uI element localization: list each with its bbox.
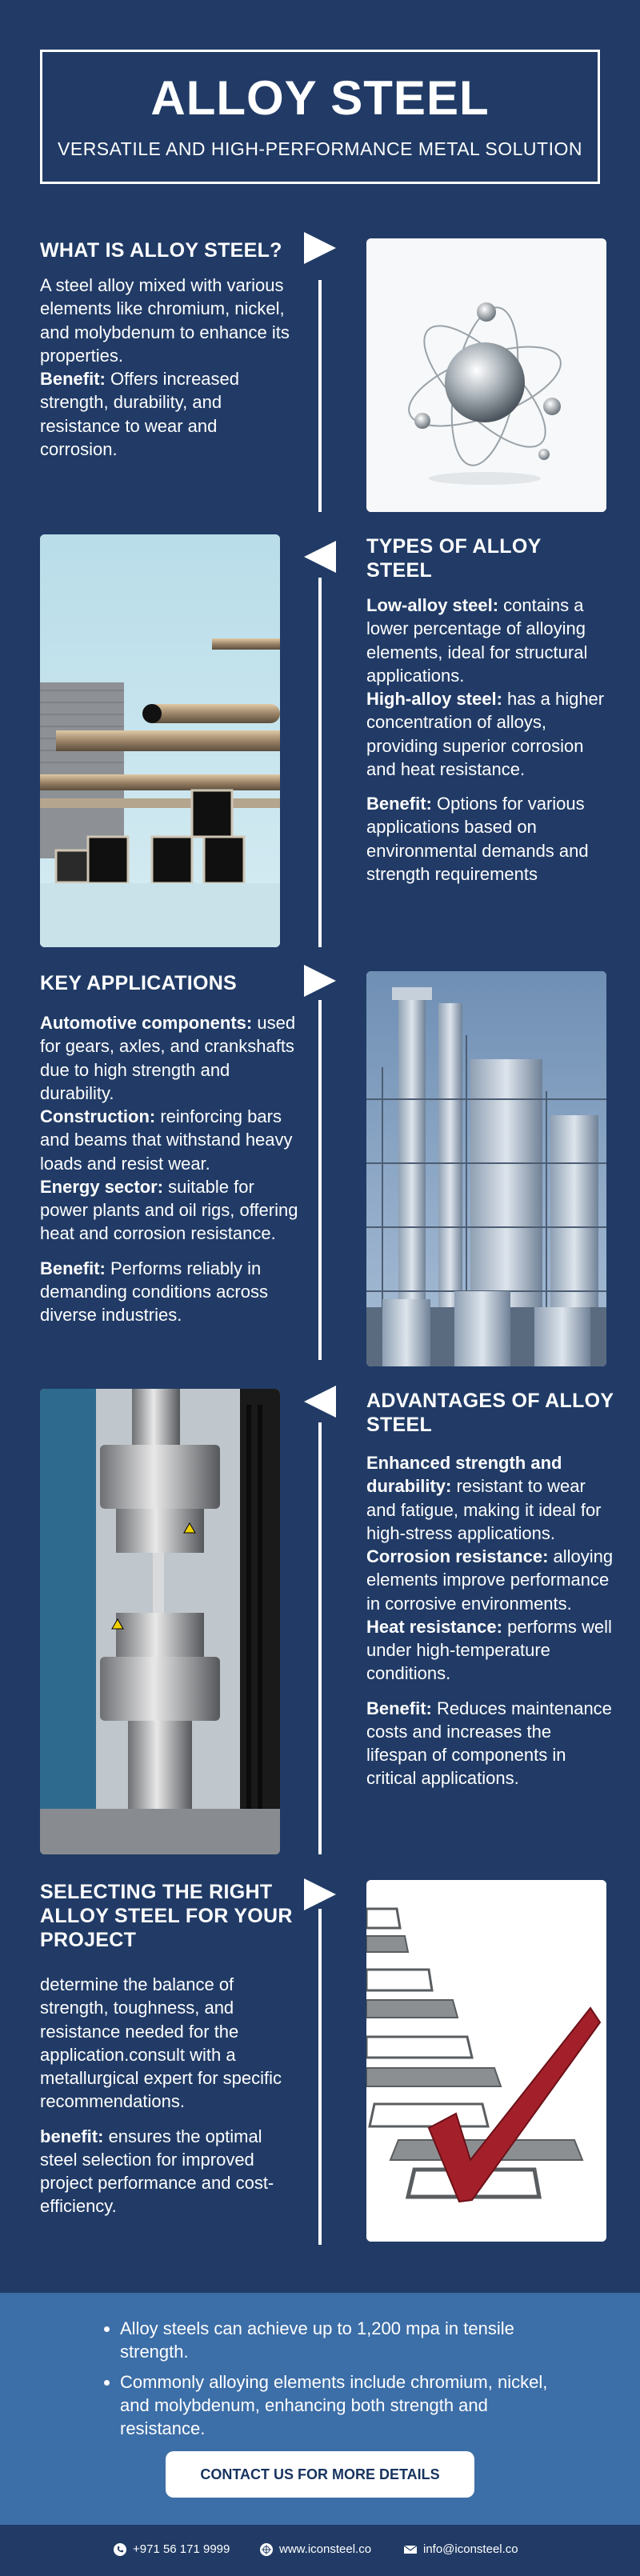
section-heading: SELECTING THE RIGHT ALLOY STEEL FOR YOUR PROJECT [40,1881,293,1951]
fact-item: • Commonly alloying elements include chromium, nickel, and molybdenum, enhancing both strength and resistance. [120,2370,568,2441]
section-paragraph: Automotive components: used for gears, axles, and crankshafts due to high strength and durability. [40,1013,296,1103]
timeline-line-4 [318,1422,322,1854]
timeline-arrow-3 [304,965,336,997]
page-title: ALLOY STEEL [150,71,490,125]
section-paragraph: Heat resistance: performs well under high-temperature conditions. [366,1616,612,1684]
atom-image [366,238,606,512]
section-applications [40,971,304,1326]
section-paragraph: Energy sector: suitable for power plants and oil rigs, offering heat and corrosion resistance. [40,1176,298,1244]
section-heading: ADVANTAGES OF ALLOY STEEL [366,1390,614,1436]
tensile-test-image [40,1389,280,1854]
timeline-arrow-5 [304,1878,336,1910]
fact-item: • Alloy steels can achieve up to 1,200 mpa in tensile strength. [120,2317,568,2364]
section-benefit: Benefit: Reduces maintenance costs and increases the lifespan of components in critical applications. [366,1698,612,1789]
steel-bars-image [40,534,280,947]
contact-phone[interactable] [114,2542,230,2556]
contact-website[interactable] [260,2542,371,2556]
facts-list [120,2317,568,2446]
facts-band [0,2293,640,2525]
section-selecting [40,1880,296,2218]
mail-icon [404,2543,417,2556]
timeline-line-1 [318,280,322,512]
email-address: info@iconsteel.co [423,2542,518,2556]
refinery-image [366,971,606,1366]
section-heading: WHAT IS ALLOY STEEL? [40,239,282,262]
title-box [40,50,600,184]
section-heading: KEY APPLICATIONS [40,972,238,994]
section-advantages [366,1389,614,1790]
section-paragraph: Corrosion resistance: alloying elements improve performance in corrosive environments. [366,1546,614,1614]
phone-number: +971 56 171 9999 [133,2542,230,2556]
timeline-arrow-2 [304,541,336,573]
phone-icon [114,2543,126,2556]
section-paragraph: Low-alloy steel: contains a lower percentage of alloying elements, ideal for structural applications. [366,595,588,686]
contact-us-button[interactable]: CONTACT US FOR MORE DETAILS [166,2451,474,2498]
section-benefit: Benefit: Offers increased strength, durability, and resistance to wear and corrosion. [40,369,240,459]
section-types [366,534,606,886]
section-paragraph: Enhanced strength and durability: resistant to wear and fatigue, making it ideal for high-stress applications. [366,1453,602,1543]
section-paragraph: determine the balance of strength, toughness, and resistance needed for the application.consult with a metallurgical expert for specific recommendations. [40,1974,282,2112]
timeline-line-5 [318,1909,322,2245]
contact-bar [0,2525,640,2576]
contact-email[interactable] [404,2542,518,2556]
section-heading: TYPES OF ALLOY STEEL [366,535,542,582]
checklist-image [366,1880,606,2242]
website-url: www.iconsteel.co [279,2542,372,2556]
timeline-arrow-1 [304,232,336,264]
section-benefit: Benefit: Options for various applications based on environmental demands and strength requirements [366,794,589,884]
page-subtitle: VERSATILE AND HIGH-PERFORMANCE METAL SOLUTION [58,138,582,159]
section-what-is [40,238,296,461]
section-benefit: benefit: ensures the optimal steel selection for improved project performance and cost-efficiency. [40,2126,274,2217]
section-paragraph: Construction: reinforcing bars and beams that withstand heavy loads and resist wear. [40,1106,293,1174]
section-benefit: Benefit: Performs reliably in demanding conditions across diverse industries. [40,1258,268,1325]
section-paragraph: High-alloy steel: has a higher concentration of alloys, providing superior corrosion and heat resistance. [366,689,605,779]
section-paragraph: A steel alloy mixed with various elements like chromium, nickel, and molybdenum to enhance its properties. [40,275,290,366]
timeline-arrow-4 [304,1386,336,1418]
globe-icon [260,2543,273,2556]
timeline-line-2 [318,578,322,947]
timeline-line-3 [318,1000,322,1360]
